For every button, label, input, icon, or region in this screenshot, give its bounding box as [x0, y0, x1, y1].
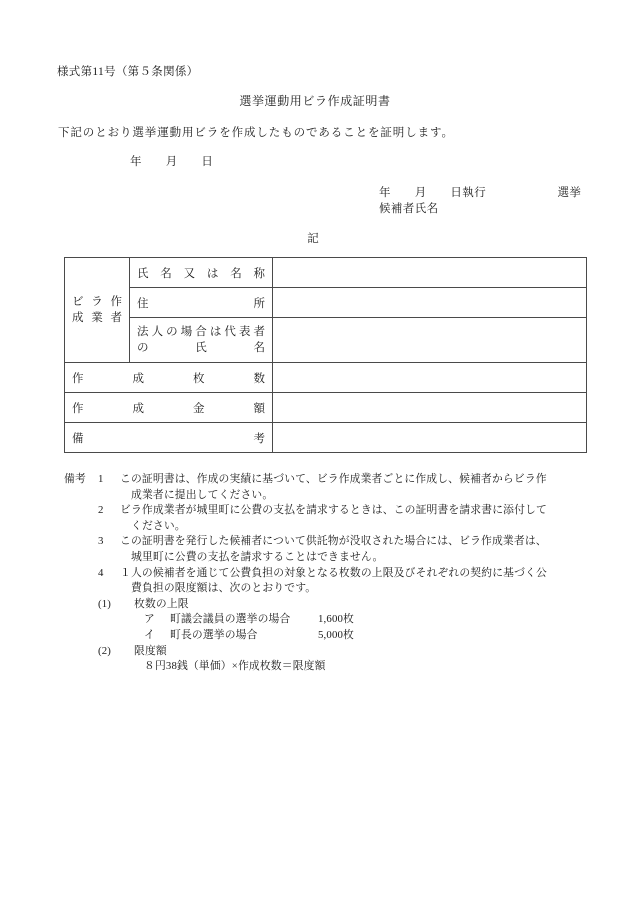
label-char: 作 [72, 372, 84, 385]
maker-group-label-cell [65, 258, 130, 363]
label-char: ビ [72, 296, 84, 308]
label-char: 所 [253, 297, 265, 310]
ki-marker [0, 230, 630, 246]
value-cell-representative[interactable] [273, 318, 587, 363]
note-subitem [64, 644, 604, 660]
note-item [64, 534, 604, 565]
row-label-address [130, 295, 272, 311]
value-cell-sheet-count[interactable] [273, 363, 587, 393]
notes-heading: 備考 [64, 473, 86, 485]
subitem-title: 枚数の上限 [134, 597, 189, 610]
note-text [120, 566, 604, 597]
election-date-line: 年 月 日執行 選挙 [379, 187, 582, 199]
label-char: 場 [180, 326, 193, 338]
row-label-remarks [65, 430, 272, 446]
value-cell-remarks[interactable] [273, 423, 587, 453]
label-cell-remarks [65, 423, 273, 453]
label-char: 備 [72, 432, 84, 445]
note-item [64, 566, 604, 597]
table-row [65, 393, 587, 423]
label-char: 成 [132, 372, 144, 385]
label-char: の [137, 342, 149, 354]
label-char: 氏 [137, 267, 149, 280]
note-subitem [64, 597, 604, 613]
label-char: 業 [91, 312, 103, 324]
note-number: 3 [98, 535, 104, 548]
ki-marker-glyph: 記 [307, 233, 319, 245]
note-head-spacer [64, 566, 98, 597]
note-line: この証明書は、作成の実績に基づいて、ビラ作成業者ごとに作成し、候補者からビラ作 [120, 473, 547, 485]
label-char: 成 [72, 312, 84, 324]
note-line: 費負担の限度額は、次のとおりです。 [131, 582, 317, 595]
entry-marker: イ [144, 628, 155, 641]
row-label-representative [130, 324, 272, 356]
label-char: 数 [253, 372, 265, 385]
row-label-amount [65, 400, 272, 416]
intro-sentence: 下記のとおり選挙運動用ビラを作成したものであることを証明します。 [58, 127, 454, 139]
subitem-number: (1) [98, 597, 112, 610]
note-line: 城里町に公費の支払を請求することはできません。 [131, 550, 384, 563]
value-cell-name[interactable] [273, 258, 587, 288]
note-head-spacer [64, 534, 98, 565]
label-char: 作 [72, 402, 84, 415]
label-char: 法 [137, 326, 149, 338]
note-line: 成業者に提出してください。 [131, 488, 274, 501]
entry-marker: ア [144, 613, 155, 626]
label-char: 名 [160, 267, 172, 280]
table-row [65, 318, 587, 363]
note-formula-row [64, 659, 604, 675]
note-text [120, 503, 604, 534]
label-cell-sheet-count [65, 363, 273, 393]
note-line: ください。 [131, 519, 186, 532]
label-char: 住 [137, 297, 149, 310]
label-char: 考 [253, 432, 265, 445]
note-head-spacer [64, 503, 98, 534]
label-char: 代 [224, 326, 236, 338]
note-number: 4 [98, 566, 104, 579]
note-number: 1 [98, 473, 104, 485]
label-char: 名 [253, 342, 265, 354]
label-char: 金 [193, 402, 205, 415]
note-text [120, 534, 604, 565]
limit-formula: ８円38銭（単価）×作成枚数＝限度額 [144, 660, 326, 673]
note-entry [64, 628, 604, 644]
table-row [65, 288, 587, 318]
label-char: 者 [253, 326, 265, 338]
subitem-number: (2) [98, 644, 112, 657]
label-char: 名 [230, 267, 242, 280]
label-cell-address [130, 288, 273, 318]
table-row [65, 423, 587, 453]
entry-value: 1,600枚 [318, 613, 354, 626]
label-cell-representative [130, 318, 273, 363]
value-cell-address[interactable] [273, 288, 587, 318]
label-char: 人 [151, 326, 164, 338]
label-char: 又 [183, 267, 196, 280]
form-number: 様式第11号（第５条関係） [57, 66, 199, 78]
label-char: の [166, 326, 178, 338]
certificate-table [64, 257, 587, 453]
table-row [65, 258, 587, 288]
note-number: 2 [98, 504, 104, 517]
maker-group-label [65, 258, 129, 362]
label-char: 氏 [195, 342, 207, 354]
note-text [120, 472, 604, 503]
notes-section [64, 472, 604, 675]
label-cell-amount [65, 393, 273, 423]
row-label-name [130, 265, 272, 281]
entry-label: 町長の選挙の場合 [170, 628, 258, 641]
value-cell-amount[interactable] [273, 393, 587, 423]
label-char: 合 [195, 326, 207, 338]
label-char: 者 [110, 312, 122, 324]
note-entry [64, 612, 604, 628]
label-char: 額 [253, 402, 265, 415]
issue-date-blank: 年 月 日 [130, 156, 214, 168]
row-label-sheet-count [65, 370, 272, 386]
label-char: ラ [91, 296, 103, 308]
label-cell-name [130, 258, 273, 288]
label-char: 表 [238, 326, 251, 338]
label-char: 枚 [193, 372, 205, 385]
table-row [65, 363, 587, 393]
entry-label: 町議会議員の選挙の場合 [170, 613, 291, 626]
label-char: は [209, 326, 222, 338]
note-item [64, 503, 604, 534]
note-item [64, 472, 604, 503]
label-char: は [206, 267, 219, 280]
label-char: 称 [253, 267, 265, 280]
note-line: １人の候補者を通じて公費負担の対象となる枚数の上限及びそれぞれの契約に基づく公 [120, 566, 547, 579]
label-char: 作 [110, 296, 122, 308]
note-line: この証明書を発行した候補者について供託物が没収された場合には、ビラ作成業者は、 [120, 535, 547, 548]
entry-value: 5,000枚 [318, 628, 354, 641]
label-char: 成 [132, 402, 144, 415]
note-line: ビラ作成業者が城里町に公費の支払を請求するときは、この証明書を請求書に添付して [120, 504, 547, 517]
candidate-name-label: 候補者氏名 [379, 203, 439, 215]
page-title: 選挙運動用ビラ作成証明書 [239, 94, 391, 108]
subitem-title: 限度額 [134, 644, 167, 657]
